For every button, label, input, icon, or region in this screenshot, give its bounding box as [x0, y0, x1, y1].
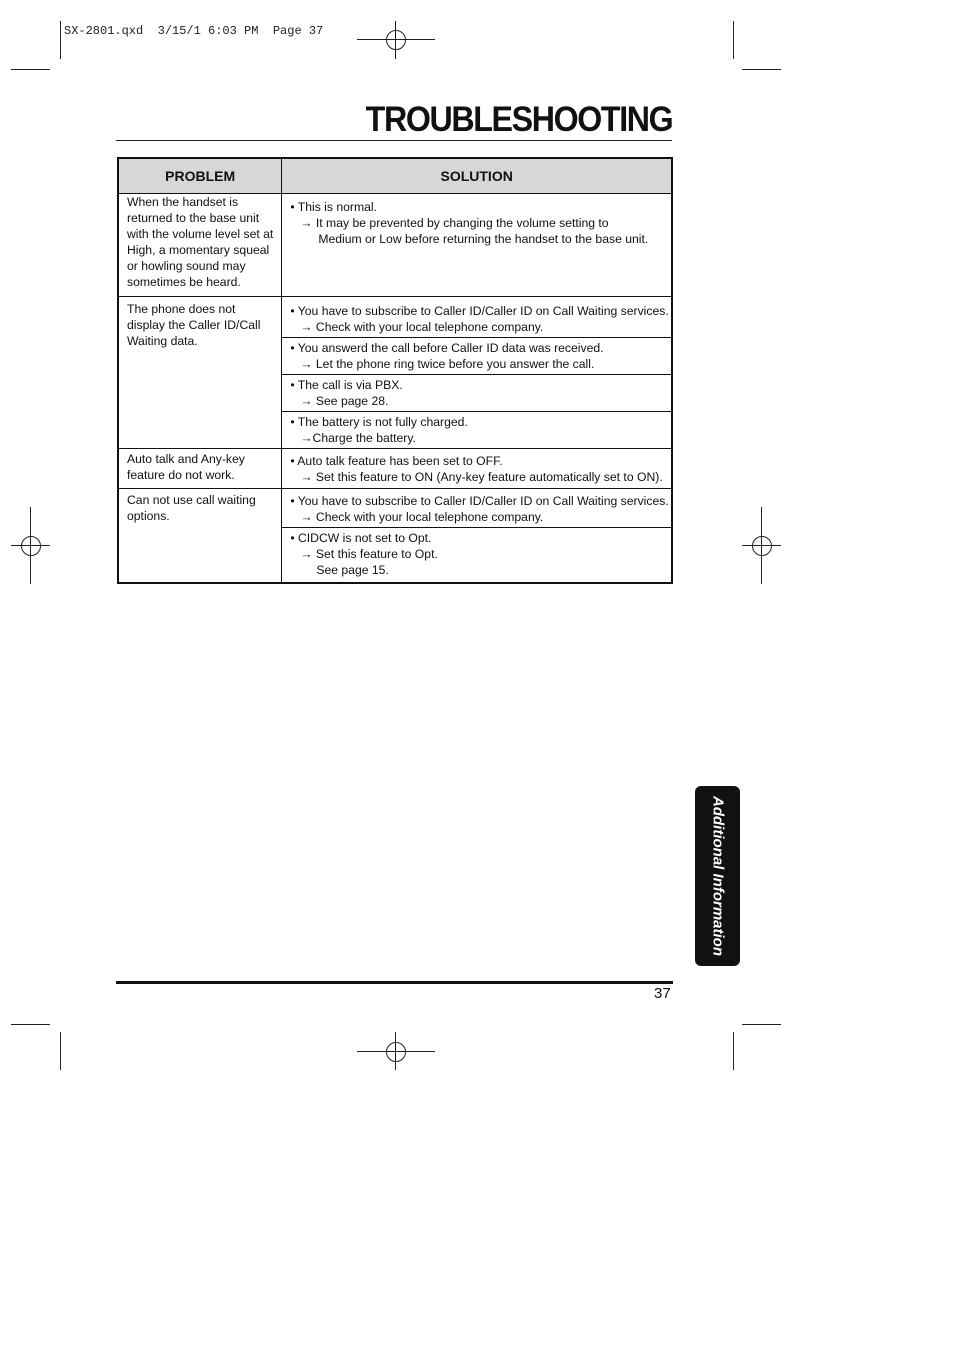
- table-row: [118, 297, 672, 449]
- footer-divider: [116, 981, 673, 984]
- problem-text: options.: [127, 509, 170, 523]
- problem-text: Auto talk and Any-key: [127, 452, 245, 466]
- problem-cell: [118, 297, 282, 449]
- column-header-solution: SOLUTION: [282, 158, 672, 194]
- print-slug: SX-2801.qxd 3/15/1 6:03 PM Page 37: [64, 24, 324, 38]
- problem-text: sometimes be heard.: [127, 275, 241, 289]
- problem-text: returned to the base unit: [127, 211, 260, 225]
- section-side-tab: [695, 786, 740, 966]
- problem-cell: [118, 489, 282, 584]
- table-row: [118, 449, 672, 489]
- column-header-problem: PROBLEM: [118, 158, 282, 194]
- problem-text: or howling sound may: [127, 259, 246, 273]
- title-divider: [116, 140, 672, 141]
- solution-item: • The call is via PBX. → See page 28.: [282, 375, 671, 412]
- page-number: 37: [654, 985, 671, 1002]
- solution-item: • The battery is not fully charged. →Charge the battery.: [290, 415, 468, 445]
- problem-text: High, a momentary squeal: [127, 243, 270, 257]
- problem-text: When the handset is: [127, 195, 239, 209]
- problem-text: feature do not work.: [127, 468, 235, 482]
- solution-item: • You have to subscribe to Caller ID/Caller ID on Call Waiting services. → Check with your local telephone company.: [282, 489, 671, 528]
- problem-text: Waiting data.: [127, 334, 198, 348]
- problem-text: with the volume level set at: [127, 227, 274, 241]
- problem-cell: [118, 194, 282, 297]
- table-header-row: [118, 158, 672, 194]
- solution-item: • You have to subscribe to Caller ID/Caller ID on Call Waiting services. → Check with your local telephone company.: [282, 297, 671, 338]
- solution-cell: [282, 297, 672, 449]
- solution-cell: [282, 449, 672, 489]
- problem-text: The phone does not: [127, 302, 236, 316]
- solution-item: • This is normal. → It may be prevented by changing the volume setting to Medium or Low before returning the handset to the base unit.: [290, 200, 649, 246]
- solution-cell: [282, 194, 672, 297]
- solution-item: • CIDCW is not set to Opt. → Set this feature to Opt. See page 15.: [290, 531, 438, 577]
- table-row: [118, 489, 672, 584]
- problem-cell: [118, 449, 282, 489]
- solution-cell: [282, 489, 672, 584]
- solution-item: • Auto talk feature has been set to OFF. → Set this feature to ON (Any-key feature automatically set to ON).: [290, 454, 663, 484]
- troubleshooting-table: [117, 157, 673, 584]
- section-side-tab-label: Additional Information: [709, 796, 726, 956]
- page-title: TROUBLESHOOTING: [365, 100, 672, 139]
- problem-text: display the Caller ID/Call: [127, 318, 261, 332]
- table-row: [118, 194, 672, 297]
- solution-item: • You answerd the call before Caller ID data was received. → Let the phone ring twice before you answer the call.: [282, 338, 671, 375]
- problem-text: Can not use call waiting: [127, 493, 256, 507]
